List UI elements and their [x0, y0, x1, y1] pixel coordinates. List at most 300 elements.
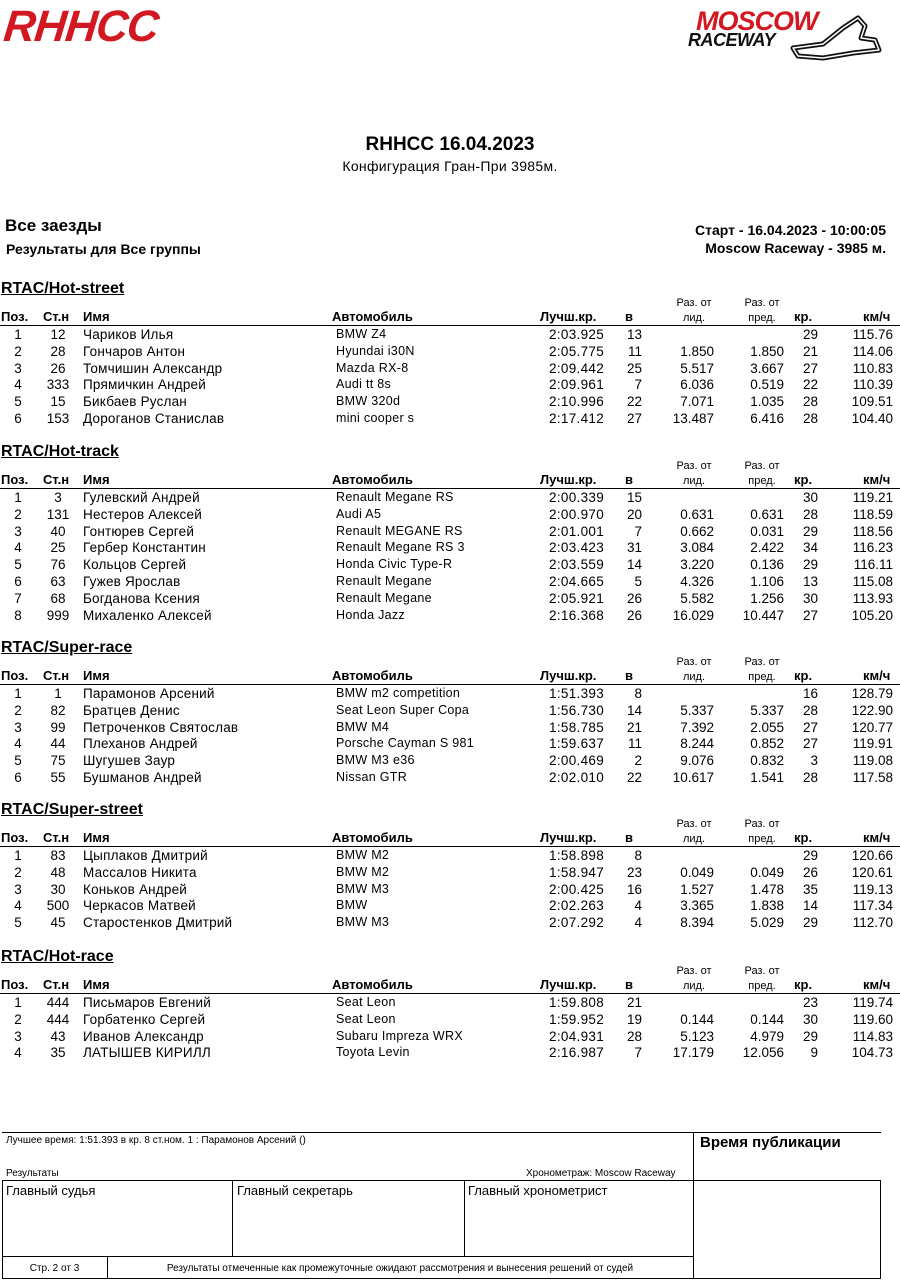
section-title: RTAC/Super-street	[1, 801, 143, 818]
gap-leader-cell: 10.617	[672, 769, 714, 785]
best-lap-cell: 2:00.970	[549, 506, 604, 522]
col-speed: км/ч	[863, 977, 891, 992]
speed-cell: 119.21	[852, 490, 893, 505]
col-in-lap: в	[625, 668, 633, 683]
gap-prev-cell: 2.422	[750, 540, 784, 556]
table-row	[0, 591, 900, 608]
table-row	[0, 1012, 900, 1029]
col-speed: км/ч	[863, 309, 891, 324]
best-lap-cell: 2:03.925	[549, 327, 604, 342]
table-row	[0, 898, 900, 915]
results-group: Результаты для Все группы	[6, 241, 201, 257]
col-gap-leader: Раз. от лид.	[676, 460, 712, 487]
in-lap-cell: 8	[634, 686, 642, 701]
col-gap-leader: Раз. от лид.	[676, 965, 712, 992]
num-cell: 444	[46, 995, 70, 1010]
gap-prev-cell: 1.035	[750, 394, 784, 410]
table-row	[0, 540, 900, 557]
speed-cell: 110.83	[852, 360, 893, 376]
laps-cell: 34	[802, 540, 818, 556]
num-cell: 26	[50, 360, 66, 376]
speed-cell: 112.70	[852, 915, 893, 931]
table-row	[0, 507, 900, 524]
pos-cell: 5	[14, 394, 22, 410]
car-cell: Seat Leon	[336, 995, 396, 1009]
laps-cell: 27	[802, 360, 818, 376]
car-cell: mini cooper s	[336, 410, 415, 425]
col-name: Имя	[83, 472, 110, 487]
num-cell: 48	[50, 864, 66, 880]
col-laps: кр.	[794, 668, 813, 683]
col-pos: Поз.	[1, 830, 29, 845]
col-name: Имя	[83, 830, 110, 845]
car-cell: BMW M2	[336, 848, 390, 862]
name-cell: Старостенков Дмитрий	[83, 915, 233, 931]
in-lap-cell: 8	[634, 848, 642, 863]
best-lap-cell: 2:16.368	[549, 607, 604, 623]
pos-cell: 3	[14, 523, 22, 539]
gap-prev-cell: 6.416	[750, 410, 784, 426]
table-row	[0, 848, 900, 865]
table-row	[0, 411, 900, 428]
gap-leader-cell: 17.179	[672, 1045, 714, 1061]
num-cell: 76	[50, 557, 66, 573]
best-lap-cell: 2:16.987	[549, 1045, 604, 1061]
in-lap-cell: 5	[634, 573, 642, 589]
speed-cell: 120.77	[851, 719, 893, 735]
num-cell: 99	[50, 719, 66, 735]
table-row	[0, 736, 900, 753]
pos-cell: 3	[14, 719, 22, 735]
laps-cell: 9	[810, 1045, 818, 1061]
in-lap-cell: 14	[626, 702, 642, 718]
best-lap-cell: 1:59.952	[549, 1011, 604, 1027]
speed-cell: 128.79	[851, 686, 893, 701]
col-pos: Поз.	[1, 309, 29, 324]
gap-prev-cell: 1.838	[750, 898, 784, 914]
gap-prev-cell: 0.852	[750, 736, 784, 752]
gap-leader-cell: 9.076	[680, 753, 714, 769]
table-row	[0, 557, 900, 574]
laps-cell: 30	[802, 1011, 818, 1027]
in-lap-cell: 14	[626, 557, 642, 573]
num-cell: 82	[50, 702, 66, 718]
speed-cell: 122.90	[851, 702, 893, 718]
in-lap-cell: 21	[626, 719, 642, 735]
page-subtitle: Конфигурация Гран-При 3985м.	[342, 158, 558, 174]
laps-cell: 14	[802, 898, 818, 914]
table-row	[0, 915, 900, 932]
gap-prev-cell: 1.256	[750, 590, 784, 606]
pos-cell: 6	[14, 410, 22, 426]
name-cell: Бикбаев Руслан	[83, 394, 187, 410]
laps-cell: 29	[802, 1028, 818, 1044]
page-title: RHHCC 16.04.2023	[365, 134, 535, 155]
table-header	[0, 295, 900, 326]
col-laps: кр.	[794, 830, 813, 845]
num-cell: 15	[50, 394, 66, 410]
speed-cell: 104.73	[851, 1045, 893, 1061]
col-num: Ст.н	[43, 977, 70, 992]
in-lap-cell: 13	[626, 327, 642, 342]
car-cell: Audi A5	[336, 506, 382, 521]
in-lap-cell: 15	[626, 490, 642, 505]
speed-cell: 116.11	[853, 557, 893, 573]
table-row	[0, 377, 900, 394]
laps-cell: 28	[802, 702, 818, 718]
table-row	[0, 882, 900, 899]
pos-cell: 2	[14, 1011, 22, 1027]
car-cell: Porsche Cayman S 981	[336, 736, 475, 751]
pos-cell: 8	[14, 607, 22, 623]
gap-leader-cell: 1.850	[680, 343, 714, 359]
gap-prev-cell: 1.541	[750, 769, 784, 785]
gap-prev-cell: 1.850	[750, 343, 784, 359]
table-header	[0, 458, 900, 489]
pos-cell: 1	[14, 686, 22, 701]
speed-cell: 117.58	[852, 769, 893, 785]
num-cell: 28	[50, 343, 66, 359]
best-lap-cell: 1:51.393	[549, 686, 604, 701]
speed-cell: 110.39	[852, 377, 893, 393]
pos-cell: 1	[14, 327, 22, 342]
track-info: Moscow Raceway - 3985 м.	[705, 240, 886, 256]
pos-cell: 1	[14, 490, 22, 505]
speed-cell: 109.51	[851, 394, 893, 410]
in-lap-cell: 26	[626, 607, 642, 623]
table-row	[0, 524, 900, 541]
name-cell: Шугушев Заур	[83, 753, 176, 769]
table-row	[0, 394, 900, 411]
section-title: RTAC/Hot-race	[1, 948, 114, 965]
in-lap-cell: 2	[634, 753, 642, 769]
pos-cell: 4	[14, 540, 22, 556]
num-cell: 68	[50, 590, 66, 606]
table-row	[0, 344, 900, 361]
car-cell: BMW M3	[336, 881, 390, 896]
best-lap-cell: 2:03.423	[549, 540, 604, 556]
col-best: Лучш.кр.	[540, 977, 597, 992]
name-cell: Коньков Андрей	[83, 881, 188, 897]
name-cell: Томчишин Александр	[83, 360, 223, 376]
col-car: Автомобиль	[332, 830, 413, 845]
col-num: Ст.н	[43, 309, 70, 324]
col-best: Лучш.кр.	[540, 668, 597, 683]
num-cell: 45	[50, 915, 66, 931]
gap-leader-cell: 7.392	[680, 719, 714, 735]
name-cell: Плеханов Андрей	[83, 736, 198, 752]
best-lap-cell: 2:01.001	[549, 523, 604, 539]
col-pos: Поз.	[1, 977, 29, 992]
in-lap-cell: 4	[634, 898, 642, 914]
best-lap-cell: 2:02.263	[549, 898, 604, 914]
gap-leader-cell: 8.244	[680, 736, 714, 752]
section-title: RTAC/Hot-track	[1, 443, 119, 460]
best-time: Лучшее время: 1:51.393 в кр. 8 ст.ном. 1 : Парамонов Арсений ()	[6, 1135, 306, 1146]
speed-cell: 115.08	[852, 573, 893, 589]
gap-prev-cell: 0.136	[750, 557, 784, 573]
best-lap-cell: 1:58.947	[549, 864, 604, 880]
laps-cell: 29	[802, 848, 818, 863]
best-lap-cell: 2:17.412	[549, 410, 604, 426]
num-cell: 131	[46, 506, 70, 522]
car-cell: BMW M3 e36	[336, 753, 415, 768]
table-row	[0, 770, 900, 787]
gap-prev-cell: 0.031	[750, 523, 784, 539]
laps-cell: 28	[802, 410, 818, 426]
in-lap-cell: 23	[626, 864, 642, 880]
col-in-lap: в	[625, 472, 633, 487]
col-gap-prev: Раз. от пред.	[744, 297, 780, 324]
car-cell: BMW	[336, 898, 368, 913]
num-cell: 43	[50, 1028, 66, 1044]
rhhcc-logo: RHHCC	[1, 2, 161, 51]
gap-leader-cell: 4.326	[680, 573, 714, 589]
num-cell: 999	[46, 607, 70, 623]
gap-prev-cell: 3.667	[750, 360, 784, 376]
best-lap-cell: 1:59.808	[549, 995, 604, 1010]
in-lap-cell: 21	[626, 995, 642, 1010]
laps-cell: 28	[802, 769, 818, 785]
col-in-lap: в	[625, 309, 633, 324]
logo-line1: MOSCOW	[696, 6, 818, 36]
best-lap-cell: 2:05.921	[549, 590, 604, 606]
num-cell: 83	[50, 848, 66, 863]
table-row	[0, 1029, 900, 1046]
col-gap-prev: Раз. от пред.	[744, 460, 780, 487]
car-cell: Renault Megane	[336, 573, 432, 588]
car-cell: Renault MEGANE RS	[336, 523, 463, 538]
gap-leader-cell: 8.394	[680, 915, 714, 931]
pos-cell: 5	[14, 753, 22, 769]
laps-cell: 30	[802, 590, 818, 606]
pos-cell: 5	[14, 915, 22, 931]
car-cell: Nissan GTR	[336, 769, 408, 784]
gap-leader-cell: 0.631	[680, 506, 714, 522]
name-cell: Иванов Александр	[83, 1028, 204, 1044]
gap-prev-cell: 2.055	[750, 719, 784, 735]
best-lap-cell: 1:56.730	[549, 702, 604, 718]
col-best: Лучш.кр.	[540, 830, 597, 845]
name-cell: Массалов Никита	[83, 864, 197, 880]
in-lap-cell: 7	[634, 1045, 642, 1061]
num-cell: 12	[50, 327, 66, 342]
table-row	[0, 327, 900, 344]
name-cell: Братцев Денис	[83, 702, 180, 718]
laps-cell: 29	[802, 327, 818, 342]
gap-leader-cell: 0.662	[680, 523, 714, 539]
speed-cell: 114.83	[852, 1028, 893, 1044]
heat-title: Все заезды	[5, 216, 102, 235]
car-cell: Subaru Impreza WRX	[336, 1028, 463, 1043]
col-gap-prev: Раз. от пред.	[744, 656, 780, 683]
car-cell: BMW Z4	[336, 327, 387, 341]
laps-cell: 3	[810, 753, 818, 769]
pos-cell: 3	[14, 881, 22, 897]
name-cell: Нестеров Алексей	[83, 506, 202, 522]
num-cell: 333	[46, 377, 70, 393]
num-cell: 500	[46, 898, 70, 914]
moscow-raceway-logo	[688, 6, 888, 66]
name-cell: Чариков Илья	[83, 327, 174, 342]
best-lap-cell: 1:59.637	[549, 736, 604, 752]
pos-cell: 3	[14, 1028, 22, 1044]
in-lap-cell: 7	[634, 377, 642, 393]
gap-leader-cell: 5.517	[680, 360, 714, 376]
laps-cell: 30	[802, 490, 818, 505]
gap-prev-cell: 0.144	[750, 1011, 784, 1027]
table-row	[0, 720, 900, 737]
in-lap-cell: 19	[626, 1011, 642, 1027]
in-lap-cell: 11	[627, 736, 642, 752]
col-in-lap: в	[625, 830, 633, 845]
laps-cell: 29	[802, 915, 818, 931]
best-lap-cell: 2:00.469	[549, 753, 604, 769]
pos-cell: 6	[14, 573, 22, 589]
name-cell: Михаленко Алексей	[83, 607, 212, 623]
car-cell: BMW M3	[336, 915, 390, 930]
table-row	[0, 995, 900, 1012]
col-gap-leader: Раз. от лид.	[676, 656, 712, 683]
name-cell: Петроченков Святослав	[83, 719, 239, 735]
laps-cell: 29	[802, 557, 818, 573]
col-car: Автомобиль	[332, 472, 413, 487]
col-car: Автомобиль	[332, 309, 413, 324]
chief-timekeeper-label: Главный хронометрист	[468, 1183, 608, 1198]
table-header	[0, 654, 900, 685]
best-lap-cell: 2:09.961	[549, 377, 604, 393]
in-lap-cell: 22	[626, 769, 642, 785]
pos-cell: 6	[14, 769, 22, 785]
gap-leader-cell: 5.123	[680, 1028, 714, 1044]
col-best: Лучш.кр.	[540, 472, 597, 487]
col-name: Имя	[83, 977, 110, 992]
gap-leader-cell: 3.365	[680, 898, 714, 914]
laps-cell: 13	[802, 573, 818, 589]
footer	[2, 1132, 881, 1279]
col-laps: кр.	[794, 309, 813, 324]
num-cell: 55	[50, 769, 66, 785]
car-cell: Seat Leon Super Copa	[336, 702, 470, 717]
speed-cell: 116.23	[852, 540, 893, 556]
pos-cell: 1	[14, 995, 22, 1010]
car-cell: BMW m2 competition	[336, 686, 461, 700]
name-cell: Кольцов Сергей	[83, 557, 187, 573]
laps-cell: 28	[802, 394, 818, 410]
gap-leader-cell: 16.029	[672, 607, 714, 623]
col-speed: км/ч	[863, 472, 891, 487]
table-row	[0, 865, 900, 882]
name-cell: Богданова Ксения	[83, 590, 200, 606]
name-cell: Дороганов Станислав	[83, 410, 225, 426]
car-cell: Seat Leon	[336, 1011, 396, 1026]
speed-cell: 105.20	[851, 607, 893, 623]
num-cell: 1	[54, 686, 62, 701]
best-lap-cell: 1:58.785	[549, 719, 604, 735]
in-lap-cell: 26	[626, 590, 642, 606]
col-gap-prev: Раз. от пред.	[744, 818, 780, 845]
pos-cell: 2	[14, 864, 22, 880]
gap-leader-cell: 0.049	[680, 864, 714, 880]
name-cell: Черкасов Матвей	[83, 898, 196, 914]
speed-cell: 120.66	[851, 848, 893, 863]
col-gap-leader: Раз. от лид.	[676, 297, 712, 324]
col-gap-leader: Раз. от лид.	[676, 818, 712, 845]
gap-leader-cell: 3.084	[680, 540, 714, 556]
car-cell: Honda Jazz	[336, 607, 406, 622]
section-title: RTAC/Hot-street	[1, 280, 125, 297]
best-lap-cell: 1:58.898	[549, 848, 604, 863]
start-time: Старт - 16.04.2023 - 10:00:05	[695, 222, 886, 238]
page-number: Стр. 2 от 3	[29, 1263, 80, 1274]
col-speed: км/ч	[863, 668, 891, 683]
speed-cell: 117.34	[852, 898, 893, 914]
car-cell: Hyundai i30N	[336, 343, 415, 358]
gap-prev-cell: 1.106	[750, 573, 784, 589]
speed-cell: 119.13	[852, 881, 893, 897]
col-pos: Поз.	[1, 668, 29, 683]
col-pos: Поз.	[1, 472, 29, 487]
section-title: RTAC/Super-race	[1, 639, 133, 656]
table-row	[0, 686, 900, 703]
gap-prev-cell: 0.049	[750, 864, 784, 880]
col-gap-prev: Раз. от пред.	[744, 965, 780, 992]
laps-cell: 16	[802, 686, 818, 701]
best-lap-cell: 2:00.425	[549, 881, 604, 897]
pos-cell: 4	[14, 377, 22, 393]
num-cell: 63	[50, 573, 66, 589]
name-cell: Парамонов Арсений	[83, 686, 215, 701]
name-cell: Цыплаков Дмитрий	[83, 848, 208, 863]
speed-cell: 114.06	[852, 343, 893, 359]
num-cell: 35	[50, 1045, 66, 1061]
car-cell: Audi tt 8s	[336, 377, 392, 392]
speed-cell: 104.40	[851, 410, 893, 426]
in-lap-cell: 22	[626, 394, 642, 410]
speed-cell: 119.60	[852, 1011, 893, 1027]
gap-prev-cell: 5.337	[750, 702, 784, 718]
in-lap-cell: 4	[634, 915, 642, 931]
laps-cell: 28	[802, 506, 818, 522]
name-cell: Гужев Ярослав	[83, 573, 181, 589]
pos-cell: 4	[14, 898, 22, 914]
laps-cell: 23	[802, 995, 818, 1010]
table-row	[0, 1045, 900, 1062]
speed-cell: 118.56	[852, 523, 893, 539]
gap-prev-cell: 10.447	[742, 607, 784, 623]
laps-cell: 27	[802, 719, 818, 735]
laps-cell: 26	[802, 864, 818, 880]
best-lap-cell: 2:04.931	[549, 1028, 604, 1044]
col-name: Имя	[83, 668, 110, 683]
best-lap-cell: 2:09.442	[549, 360, 604, 376]
col-car: Автомобиль	[332, 977, 413, 992]
col-num: Ст.н	[43, 668, 70, 683]
name-cell: Гончаров Антон	[83, 343, 186, 359]
speed-cell: 120.61	[851, 864, 893, 880]
name-cell: Бушманов Андрей	[83, 769, 202, 785]
gap-leader-cell: 6.036	[680, 377, 714, 393]
best-lap-cell: 2:10.996	[549, 394, 604, 410]
table-row	[0, 753, 900, 770]
pos-cell: 2	[14, 702, 22, 718]
gap-leader-cell: 1.527	[680, 881, 714, 897]
laps-cell: 35	[802, 881, 818, 897]
gap-leader-cell: 7.071	[680, 394, 714, 410]
chief-secretary-label: Главный секретарь	[237, 1183, 353, 1198]
gap-prev-cell: 0.631	[750, 506, 784, 522]
num-cell: 30	[50, 881, 66, 897]
